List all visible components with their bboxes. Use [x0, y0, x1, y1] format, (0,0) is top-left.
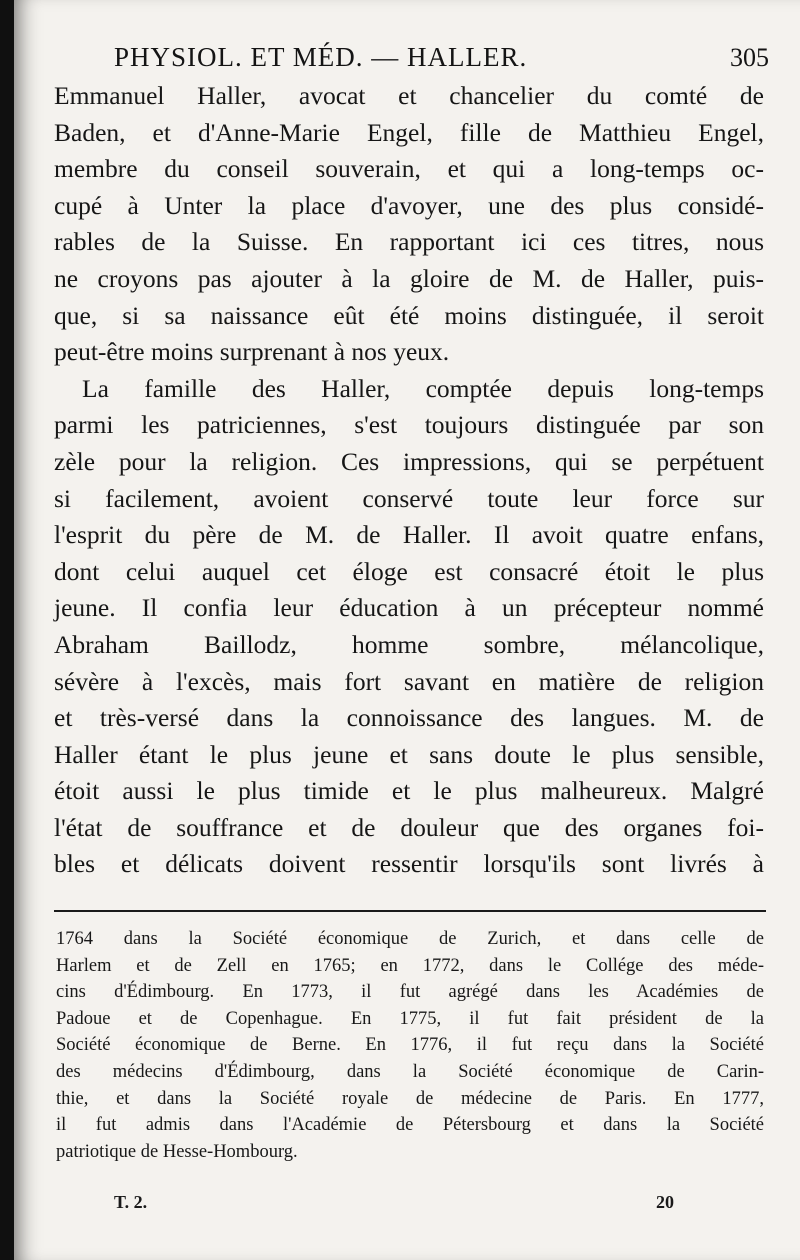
signature-mark: 20 [656, 1192, 674, 1212]
text-line: parmi les patriciennes, s'est toujours distinguée par son [54, 410, 764, 440]
text-line: jeune. Il confia leur éducation à un précepteur nommé [54, 593, 764, 623]
text-line: et très-versé dans la connoissance des langues. M. de [54, 703, 764, 733]
page-footer [114, 1192, 674, 1213]
text-line: dont celui auquel cet éloge est consacré étoit le plus [54, 556, 764, 586]
main-text [54, 78, 764, 883]
text-line: l'esprit du père de M. de Haller. Il avoit quatre enfans, [54, 520, 764, 550]
running-title: PHYSIOL. ET MÉD. — HALLER. [114, 42, 528, 72]
text-line: zèle pour la religion. Ces impressions, qui se perpétuent [54, 446, 764, 476]
footnote-divider [54, 910, 766, 912]
footnote-line: Société économique de Berne. En 1776, il fut reçu dans la Société [56, 1035, 764, 1056]
volume-mark: T. 2. [114, 1192, 148, 1212]
text-line: cupé à Unter la place d'avoyer, une des plus considé- [54, 190, 764, 220]
text-line: si facilement, avoient conservé toute leur force sur [54, 483, 764, 513]
text-line: bles et délicats doivent ressentir lorsqu'ils sont livrés à [54, 849, 764, 879]
text-line: La famille des Haller, comptée depuis long-temps [82, 373, 764, 403]
footnote-line: des médecins d'Édimbourg, dans la Société économique de Carin- [56, 1061, 764, 1082]
text-line: membre du conseil souverain, et qui a long-temps oc- [54, 154, 764, 184]
footnote-line: Padoue et de Copenhague. En 1775, il fut fait président de la [56, 1008, 764, 1029]
footnote-line: thie, et dans la Société royale de médecine de Paris. En 1777, [56, 1088, 764, 1109]
book-page [14, 0, 800, 1260]
page-number: 305 [730, 43, 769, 72]
footnote-block [56, 926, 764, 1165]
text-line: l'état de souffrance et de douleur que des organes foi- [54, 812, 764, 842]
text-line: Abraham Baillodz, homme sombre, mélancolique, [54, 629, 764, 659]
text-line: étoit aussi le plus timide et le plus malheureux. Malgré [54, 776, 764, 806]
footnote-line: 1764 dans la Société économique de Zurich, et dans celle de [56, 929, 764, 949]
footnote-line: cins d'Édimbourg. En 1773, il fut agrégé dans les Académies de [56, 982, 764, 1003]
text-line: Baden, et d'Anne-Marie Engel, fille de Matthieu Engel, [54, 117, 764, 147]
text-line: rables de la Suisse. En rapportant ici ces titres, nous [54, 227, 764, 257]
text-line: Haller étant le plus jeune et sans doute le plus sensible, [54, 739, 764, 769]
text-line: sévère à l'excès, mais fort savant en matière de religion [54, 666, 764, 696]
text-line: ne croyons pas ajouter à la gloire de M. de Haller, puis- [54, 263, 764, 293]
footnote-line: Harlem et de Zell en 1765; en 1772, dans le Collége des méde- [56, 955, 764, 976]
text-line: Emmanuel Haller, avocat et chancelier du comté de [54, 81, 764, 110]
footnote-line: il fut admis dans l'Académie de Pétersbourg et dans la Société [56, 1115, 764, 1136]
running-header [114, 42, 769, 73]
footnote-line: patriotique de Hesse-Hombourg. [56, 1141, 298, 1162]
text-line: que, si sa naissance eût été moins distinguée, il seroit [54, 300, 764, 330]
text-line: peut-être moins surprenant à nos yeux. [54, 337, 450, 367]
